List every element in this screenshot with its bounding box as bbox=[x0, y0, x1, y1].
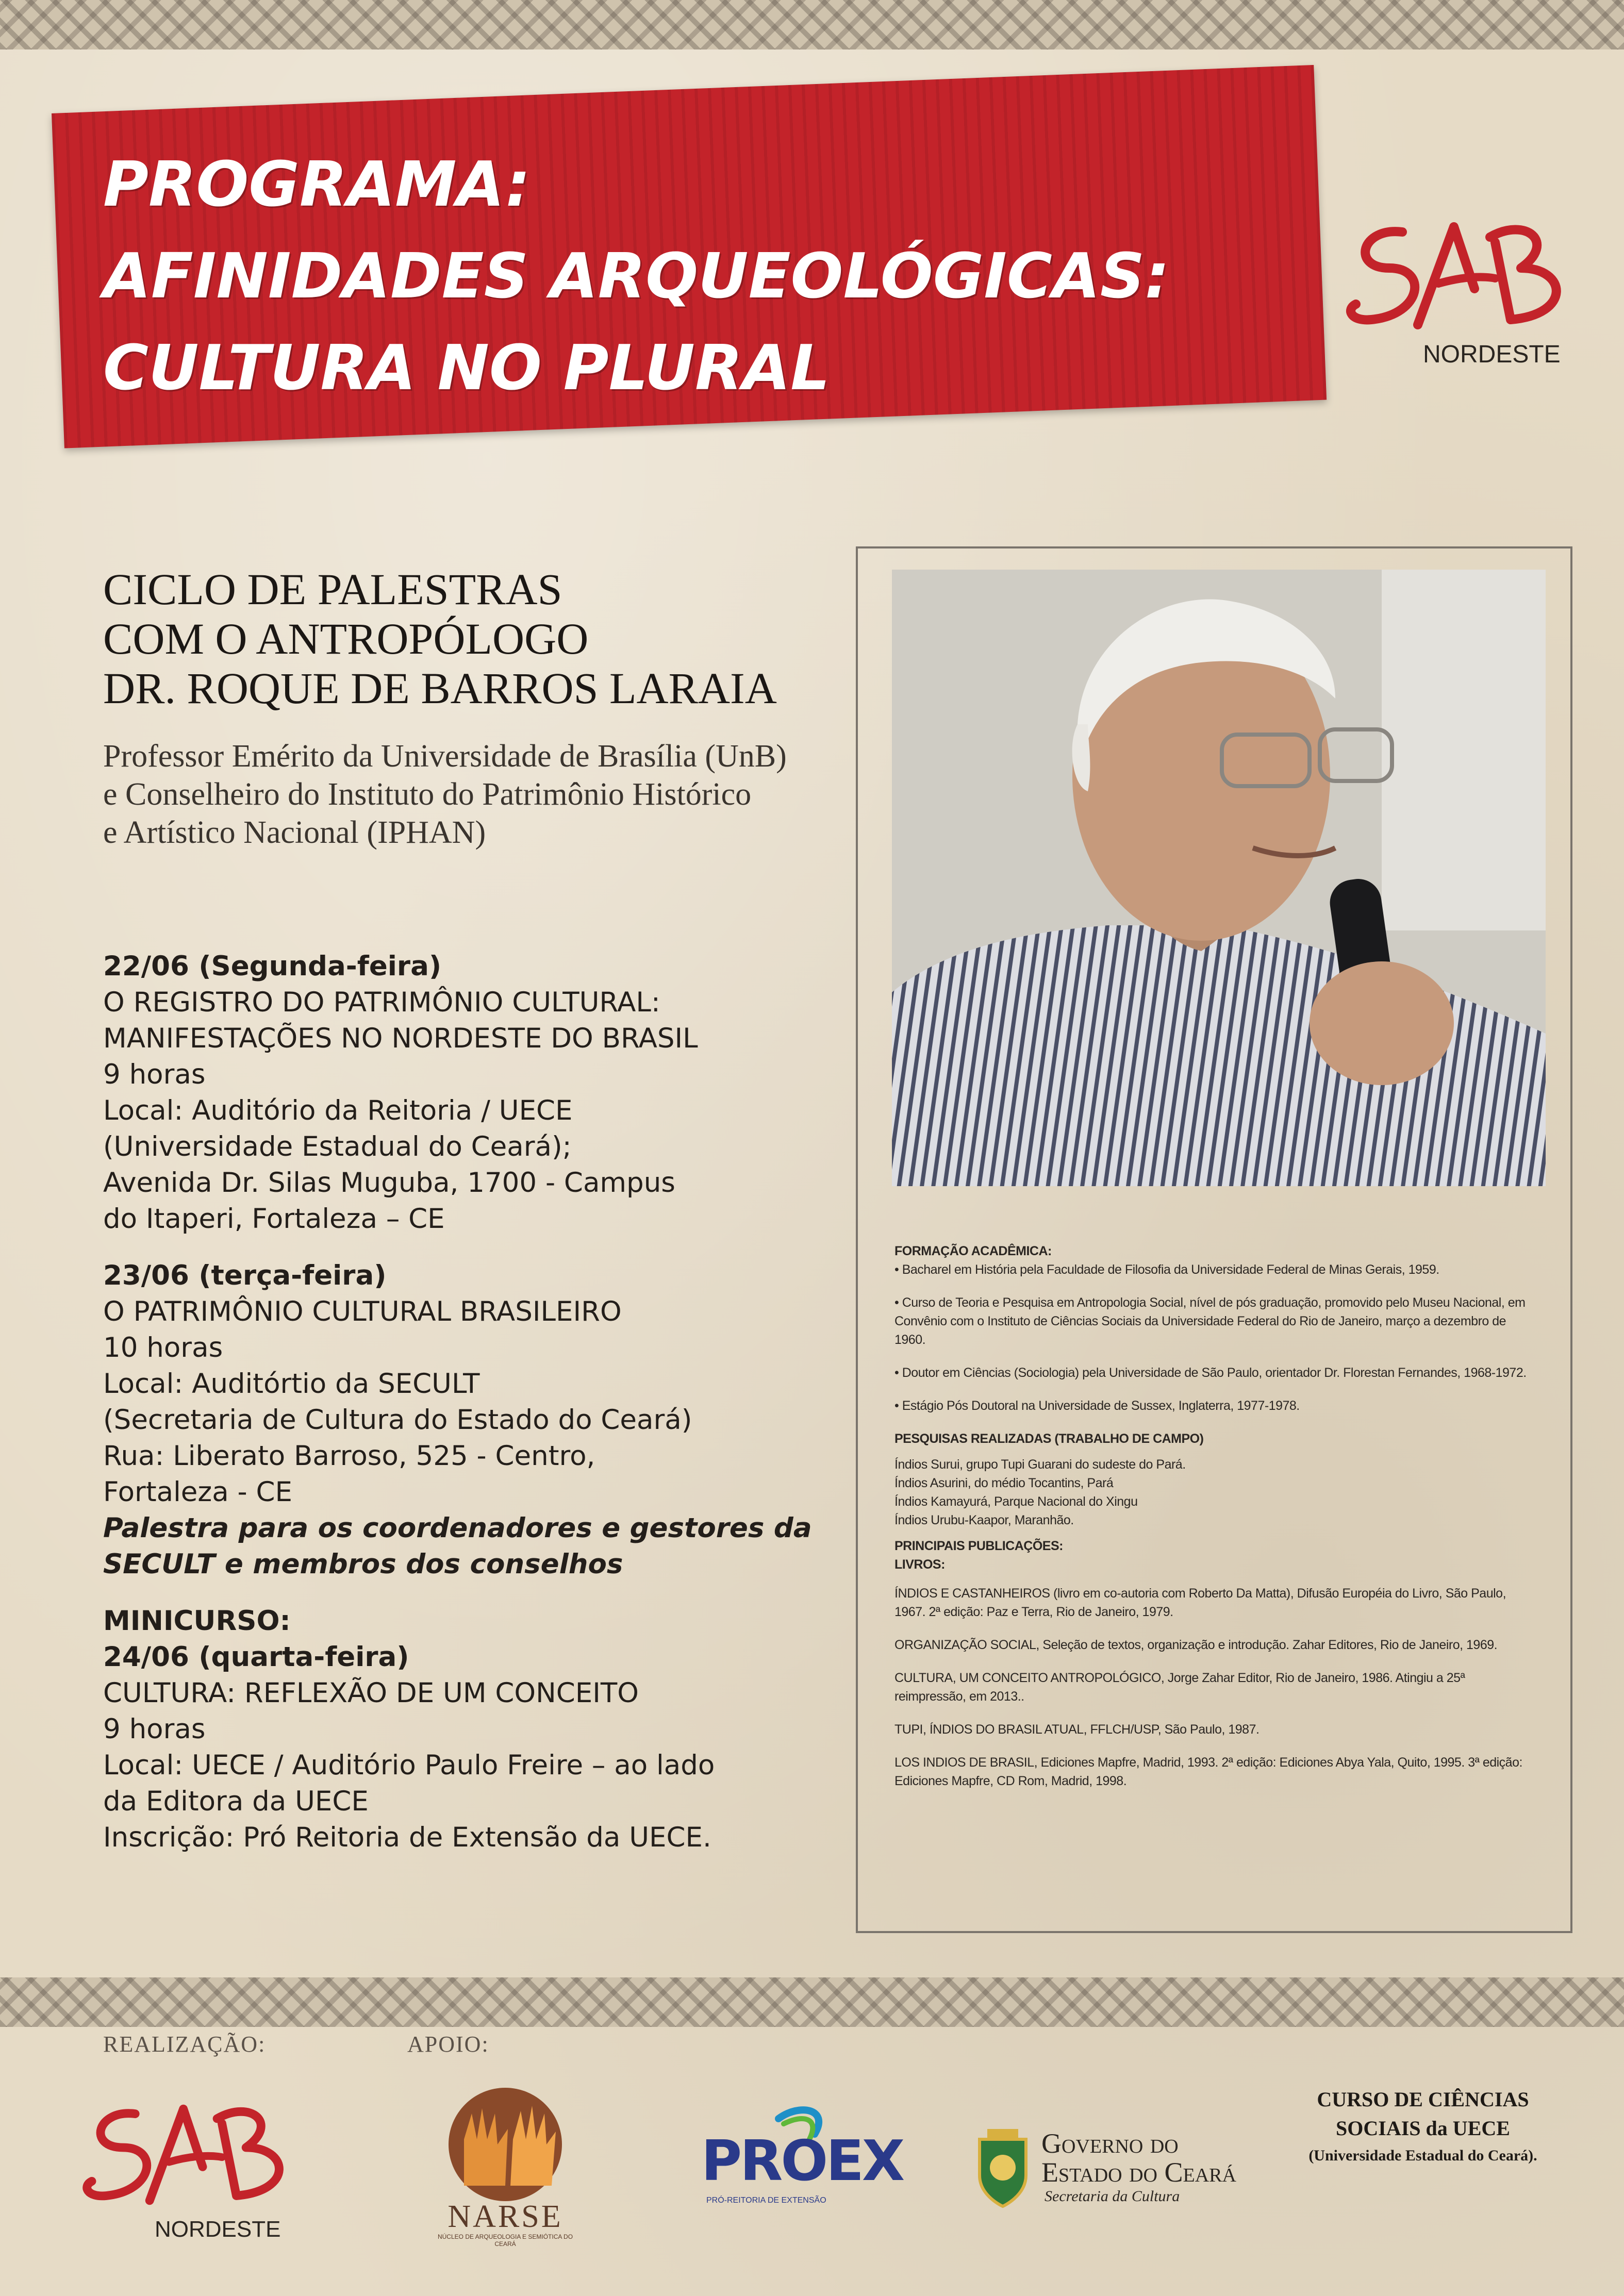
cv-livro-1: ÍNDIOS E CASTANHEIROS (livro em co-autoria com Roberto Da Matta), Difusão Européia do Livro, São Paulo, 1967. 2ª edição: Paz e Terra, Rio de Janeiro, 1979. bbox=[894, 1586, 1506, 1619]
ceara-coat-of-arms-icon bbox=[969, 2124, 1036, 2211]
cv-formacao-4: • Estágio Pós Doutoral na Universidade de Sussex, Inglaterra, 1977-1978. bbox=[894, 1399, 1300, 1413]
event-2 bbox=[103, 1258, 866, 1583]
cv-pesquisa-3: Índios Kamayurá, Parque Nacional do Xingu bbox=[894, 1494, 1138, 1509]
desc-line-1: Professor Emérito da Universidade de Brasília (UnB) bbox=[103, 739, 787, 774]
cv-livro-2: ORGANIZAÇÃO SOCIAL, Seleção de textos, organização e introdução. Zahar Editores, Rio de Janeiro, 1969. bbox=[894, 1638, 1498, 1652]
event-1-local-1: Local: Auditório da Reitoria / UECE bbox=[103, 1095, 573, 1126]
events-list bbox=[103, 949, 866, 1856]
cv-pesquisa-1: Índios Surui, grupo Tupi Guarani do sudeste do Pará. bbox=[894, 1457, 1186, 1472]
sab-logo-bottom-icon bbox=[77, 2093, 299, 2217]
banner-line-1: PROGRAMA: bbox=[103, 149, 531, 221]
sab-logo-bottom bbox=[77, 2093, 299, 2242]
event-3 bbox=[103, 1603, 866, 1856]
proex-subtitle: PRÓ-REITORIA DE EXTENSÃO bbox=[706, 2196, 826, 2205]
cv-heading-formacao: FORMAÇÃO ACADÊMICA: bbox=[894, 1244, 1052, 1258]
apoio-label: APOIO: bbox=[407, 2032, 489, 2057]
speaker-portrait-icon bbox=[892, 570, 1546, 1186]
event-1-date: 22/06 (Segunda-feira) bbox=[103, 951, 442, 982]
sab-top-subtitle: NORDESTE bbox=[1423, 341, 1561, 368]
cv-livro-3: CULTURA, UM CONCEITO ANTROPOLÓGICO, Jorge Zahar Editor, Rio de Janeiro, 1986. Atingiu a 25ª reimpressão, em 2013.. bbox=[894, 1671, 1465, 1704]
event-2-time: 10 horas bbox=[103, 1332, 223, 1363]
cv-pesquisa-4: Índios Urubu-Kaapor, Maranhão. bbox=[894, 1513, 1074, 1527]
event-2-local-4: Fortaleza - CE bbox=[103, 1476, 293, 1508]
cycle-line-1: CICLO DE PALESTRAS bbox=[103, 564, 562, 614]
sab-logo-top bbox=[1340, 211, 1578, 366]
speaker-photo bbox=[892, 570, 1546, 1186]
sab-logo-icon bbox=[1340, 211, 1578, 340]
desc-line-3: e Artístico Nacional (IPHAN) bbox=[103, 815, 486, 850]
cycle-heading bbox=[103, 564, 851, 713]
cv-formacao-1: • Bacharel em História pela Faculdade de Filosofia da Universidade Federal de Minas Gerais, 1959. bbox=[894, 1262, 1439, 1277]
curso-line-1: CURSO DE CIÊNCIAS bbox=[1317, 2088, 1529, 2111]
event-1-title-2: MANIFESTAÇÕES NO NORDESTE DO BRASIL bbox=[103, 1023, 698, 1054]
event-1-time: 9 horas bbox=[103, 1059, 206, 1090]
governo-text bbox=[1041, 2129, 1236, 2206]
cycle-line-3: DR. ROQUE DE BARROS LARAIA bbox=[103, 663, 777, 713]
cv-livro-4: TUPI, ÍNDIOS DO BRASIL ATUAL, FFLCH/USP, São Paulo, 1987. bbox=[894, 1722, 1260, 1737]
governo-line-1: Governo do bbox=[1041, 2128, 1179, 2159]
narse-subtitle: NÚCLEO DE ARQUEOLOGIA E SEMIÓTICA DO CEARÁ bbox=[437, 2233, 573, 2248]
event-1 bbox=[103, 949, 866, 1237]
event-2-local-3: Rua: Liberato Barroso, 525 - Centro, bbox=[103, 1440, 595, 1472]
governo-ceara-logo bbox=[969, 2124, 1258, 2211]
event-3-inscricao: Inscrição: Pró Reitoria de Extensão da UECE. bbox=[103, 1822, 711, 1853]
cv-text bbox=[894, 1235, 1539, 1805]
narse-hands-icon bbox=[423, 2083, 588, 2201]
event-3-label: MINICURSO: bbox=[103, 1605, 291, 1637]
event-1-local-2: (Universidade Estadual do Ceará); bbox=[103, 1131, 572, 1162]
cv-livro-5: LOS INDIOS DE BRASIL, Ediciones Mapfre, Madrid, 1993. 2ª edição: Ediciones Abya Yala, Quito, 1995. 3ª edição: Ediciones Mapfre, CD Rom, Madrid, 1998. bbox=[894, 1755, 1522, 1788]
governo-line-2: Estado do Ceará bbox=[1041, 2157, 1236, 2188]
event-3-local-1: Local: UECE / Auditório Paulo Freire – ao lado bbox=[103, 1750, 715, 1781]
event-3-date: 24/06 (quarta-feira) bbox=[103, 1641, 409, 1673]
event-2-local-1: Local: Auditórtio da SECULT bbox=[103, 1368, 480, 1400]
event-1-title-1: O REGISTRO DO PATRIMÔNIO CULTURAL: bbox=[103, 987, 660, 1018]
event-2-note-1: Palestra para os coordenadores e gestores da bbox=[103, 1512, 812, 1544]
realizacao-label: REALIZAÇÃO: bbox=[103, 2032, 266, 2057]
cv-pesquisa-2: Índios Asurini, do médio Tocantins, Pará bbox=[894, 1476, 1114, 1490]
top-pattern-band bbox=[0, 0, 1624, 49]
event-1-local-3: Avenida Dr. Silas Muguba, 1700 - Campus bbox=[103, 1167, 675, 1199]
bottom-pattern-band bbox=[0, 1977, 1624, 2027]
event-2-date: 23/06 (terça-feira) bbox=[103, 1260, 387, 1291]
event-3-local-2: da Editora da UECE bbox=[103, 1786, 369, 1817]
cv-heading-pesquisas: PESQUISAS REALIZADAS (TRABALHO DE CAMPO) bbox=[894, 1432, 1204, 1446]
proex-logo bbox=[696, 2098, 903, 2222]
banner-title bbox=[103, 139, 1289, 414]
event-3-title: CULTURA: REFLEXÃO DE UM CONCEITO bbox=[103, 1677, 639, 1709]
event-3-time: 9 horas bbox=[103, 1713, 206, 1745]
curso-ciencias-sociais bbox=[1268, 2085, 1578, 2169]
speaker-description bbox=[103, 737, 835, 852]
curso-line-2: SOCIAIS da UECE bbox=[1336, 2117, 1510, 2140]
event-2-title: O PATRIMÔNIO CULTURAL BRASILEIRO bbox=[103, 1296, 622, 1327]
curso-line-3: (Universidade Estadual do Ceará). bbox=[1308, 2147, 1537, 2164]
event-2-local-2: (Secretaria de Cultura do Estado do Ceará) bbox=[103, 1404, 692, 1436]
narse-logo bbox=[423, 2083, 588, 2248]
event-1-local-4: do Itaperi, Fortaleza – CE bbox=[103, 1203, 445, 1235]
cv-heading-publicacoes: PRINCIPAIS PUBLICAÇÕES: bbox=[894, 1539, 1063, 1553]
banner-line-3: CULTURA NO PLURAL bbox=[103, 332, 830, 404]
cv-formacao-2: • Curso de Teoria e Pesquisa em Antropologia Social, nível de pós graduação, promovido pelo Museu Nacional, em Convênio com o Instituto de Ciências Sociais da Universidade Federal do Rio de Janeiro, março a dezembro de 1960. bbox=[894, 1295, 1526, 1347]
governo-line-3: Secretaria da Cultura bbox=[1045, 2188, 1180, 2205]
banner-line-2: AFINIDADES ARQUEOLÓGICAS: bbox=[103, 241, 1170, 312]
event-2-note-2: SECULT e membros dos conselhos bbox=[103, 1549, 623, 1580]
narse-name: NARSE bbox=[448, 2199, 563, 2234]
desc-line-2: e Conselheiro do Instituto do Patrimônio Histórico bbox=[103, 777, 752, 812]
sab-bottom-subtitle: NORDESTE bbox=[155, 2217, 281, 2242]
proex-name: PROEX bbox=[701, 2129, 903, 2193]
cv-formacao-3: • Doutor em Ciências (Sociologia) pela Universidade de São Paulo, orientador Dr. Florestan Fernandes, 1968-1972. bbox=[894, 1366, 1527, 1380]
cycle-line-2: COM O ANTROPÓLOGO bbox=[103, 614, 589, 663]
cv-heading-livros: LIVROS: bbox=[894, 1557, 945, 1572]
